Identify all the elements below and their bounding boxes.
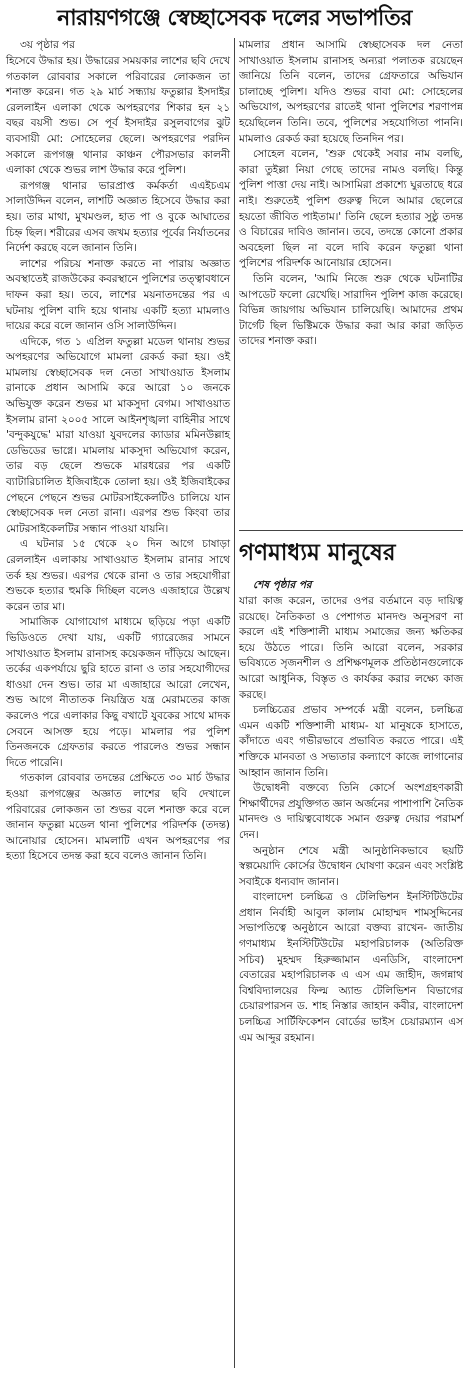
jump-from-label: ৩য় পৃষ্ঠার পর [20, 39, 75, 51]
paragraph: মামলার প্রধান আসামি স্বেচ্ছাসেবক দল নেতা সাখাওয়াত ইসলাম রানাসহ অন্যরা পলাতক রয়েছেন জানিয়ে তিনি বলেন, তাদের গ্রেফতারে অভিযান চালাচ্ছে পুলিশ। যদিও শুভর বাবা মো: সোহেলের অভিযোগ, অপহরণের রাতেই থানা পুলিশের শরণাপন্ন হয়েছিলেন তিনি। তবে, পুলিশের সহযোগিতা পাননি। মামলাও রেকর্ড করা হয়েছে তিনদিন পর। [239, 39, 463, 145]
jump-from-label: শেষ পৃষ্ঠার পর [253, 579, 312, 591]
paragraph: হিসেবে উদ্ধার হয়। উদ্ধারের সময়কার লাশের ছবি দেখে গতকাল রোববার সকালে পরিবারের লোকজন তা শনাক্ত করেন। গত ২৯ মার্চ সন্ধ্যায় ফতুল্লার ইসদাইর রেললাইন এলাকা থেকে অপহরণের শিকার হন ২১ বছর বয়সী শুভ। সে পূর্ব ইসদাইর রসুলবাগের ঝুট ব্যবসায়ী মো: সোহেলের ছেলে। অপহরণের পরদিন সকালে রূপগঞ্জ থানার কাঞ্চন পৌরসভার কালনী এলাকা থেকে শুভর লাশ উদ্ধার করে পুলিশ। [6, 55, 230, 177]
paragraph: লাশের পরিচয় শনাক্ত করতে না পারায় অজ্ঞাত অবস্থাতেই রাজউকের কবরস্থানে পুলিশের তত্ত্বাবধানে দাফন করা হয়। তবে, লাশের ময়নাতদন্তের পর এ ঘটনায় পুলিশ বাদি হয়ে থানায় একটি হত্যা মামলাও দায়ের করে বলে জানান ওসি সালাউদ্দিন। [6, 257, 230, 333]
paragraph: এ ঘটনার ১৫ থেকে ২০ দিন আগে চাষাড়া রেললাইন এলাকায় সাখাওয়াত ইসলাম রানার সাথে তর্ক হয় শুভর। এরপর থেকে রানা ও তার সহযোগীরা শুভকে হত্যার হুমকি দিচ্ছিল বলেও এজাহারে উল্লেখ করেন তার মা। [6, 538, 230, 613]
left-column [6, 38, 230, 1368]
paragraph: তিনি বলেন, 'আমি নিজে শুরু থেকে ঘটনাটির আপডেট ফলো রেখেছি। সারাদিন পুলিশ কাজ করেছে। বিভিন্ন জায়গায় অভিযান চালিয়েছি। আমাদের প্রথম টার্গেট ছিল ভিক্টিমকে উদ্ধার করা আর কারা জড়িত তাদের শনাক্ত করা। [239, 272, 463, 348]
continued-story [239, 38, 463, 525]
paragraph: সোহেল বলেন, 'শুরু থেকেই সবার নাম বলছি, কারা তুইল্লা নিয়া গেছে তাদের নামও বলছি। কিন্তু পুলিশ পাত্তা দেয় নাই। আসামিরা প্রকাশ্যে ঘুরতাছে ধরে নাই। শুরুতেই পুলিশ গুরুত্ব দিলে আমার ছেলেরে হয়তো জীবিত পাইতাম।' তিনি ছেলে হত্যার সুষ্ঠু তদন্ত ও বিচারের দাবিও জানান। তবে, তদন্তে কোনো প্রকার অবহেলা ছিল না বলে দাবি করেন ফতুল্লা থানা পুলিশের পরিদর্শক আনোয়ার হোসেন। [239, 148, 463, 270]
paragraph: বাংলাদেশ চলচ্চিত্র ও টেলিভিশন ইনস্টিটিউটের প্রধান নির্বাহী আবুল কালাম মোহাম্মদ শামসুদ্দিনের সভাপতিত্বে অনুষ্ঠানে আরো বক্তব্য রাখেন- জাতীয় গণমাধ্যম ইনস্টিটিউটের মহাপরিচালক (অতিরিক্ত সচিব) মুহম্মদ হিরুজ্জামান এনডিসি, বাংলাদেশ বেতারের মহাপরিচালক এ এস এম জাহীদ, জগন্নাথ বিশ্ববিদ্যালয়ের ফিল্ম অ্যান্ড টেলিভিশন বিভাগের চেয়ারপারসন ড. শাহ নিস্তার জাহান কবীর, বাংলাদেশ চলচ্চিত্র সার্টিফিকেশন বোর্ডের ভাইস চেয়ারম্যান এস এম আব্দুর রহমান। [239, 891, 463, 1044]
paragraph: উদ্বোধনী বক্তব্যে তিনি কোর্সে অংশগ্রহণকারী শিক্ষার্থীদের প্রযুক্তিগত জ্ঞান অর্জনের পাশাপাশি নৈতিক মানদণ্ড ও দায়িত্ববোধকে সমান গুরুত্ব দেয়ার পরামর্শ দেন। [239, 782, 463, 841]
media-story [239, 578, 463, 1046]
paragraph: চলচ্চিত্রের প্রভাব সম্পর্কে মন্ত্রী বলেন, চলচ্চিত্র এমন একটি শক্তিশালী মাধ্যম- যা মানুষকে হাসাতে, কাঁদাতে এবং গভীরভাবে প্রভাবিত করতে পারে। এই শক্তিকে মানবতা ও সভ্যতার কল্যাণে কাজে লাগানোর আহ্বান জানান তিনি। [239, 704, 463, 779]
paragraph: সামাজিক যোগাযোগ মাধ্যমে ছড়িয়ে পড়া একটি ভিডিওতে দেখা যায়, একটি গ্যারেজের সামনে সাখাওয়াত ইসলাম রানাসহ কয়েকজন দাঁড়িয়ে আছেন। তর্কের একপর্যায়ে ছুরি হাতে রানা ও তার সহযোগীদের ধাওয়া দেন শুভ। তার মা এজাহারে আরো লেখেন, শুভ আগে নীতাতক নিয়ন্ত্রিত যন্ত্র মেরামতের কাজ করলেও পরে এলাকার কিছু বখাটে যুবকের সাথে মাদক সেবনে আসক্ত হয়ে পড়ে। মামলার পর পুলিশ তিনজনকে গ্রেফতার করতে পারলেও শুভর সন্ধান দিতে পারেনি। [6, 616, 230, 769]
paragraph: এদিকে, গত ১ এপ্রিল ফতুল্লা মডেল থানায় শুভর অপহরণের অভিযোগে মামলা রেকর্ড করা হয়। ওই মামলায় স্বেচ্ছাসেবক দল নেতা সাখাওয়াত ইসলাম রানাকে প্রধান আসামি করে আরো ১০ জনকে অভিযুক্ত করেন শুভর মা মাকসুদা বেগম। সাখাওয়াত ইসলাম রানা ২০০৫ সালে আইনশৃঙ্খলা বাহিনীর সাথে 'বন্দুকযুদ্ধে' মারা যাওয়া যুবদলের ক্যাডার মমিনউল্লাহ ডেভিডের ভাগ্নে। মামলায় মাকসুদা অভিযোগ করেন, তার বড় ছেলে শুভকে মারধরের পর একটি ব্যাটারিচালিত ইজিবাইকে তোলা হয়। ওই ইজিবাইকের পেছনে পেছনে শুভর মোটরসাইকেলটিও চালিয়ে যান স্বেচ্ছাসেবক দল নেতা রানা। এরপর শুভ কিংবা তার মোটরসাইকেলটির সন্ধান পাওয়া যায়নি। [6, 335, 230, 535]
paragraph: গতকাল রোববার তদন্তের প্রেক্ষিতে ৩০ মার্চ উদ্ধার হওয়া রূপগঞ্জের অজ্ঞাত লাশের ছবি দেখালে পরিবারের লোকজন তা শুভর বলে শনাক্ত করে বলে জানান ফতুল্লা মডেল থানা পুলিশের পরিদর্শক (তদন্ত) আনোয়ার হোসেন। মামলাটি এখন অপহরণের পর হত্যা হিসেবে তদন্ত করা হবে বলেও জানান তিনি। [6, 772, 230, 863]
paragraph: রূপগঞ্জ থানার ভারপ্রাপ্ত কর্মকর্তা এএইচএম সালাউদ্দিন বলেন, লাশটি অজ্ঞাত হিসেবে উদ্ধার করা হয়। তার মাথা, মুখমণ্ডল, হাত পা ও বুকে আঘাতের চিহ্ন ছিল। শরীরের এসব জখম হত্যার পূর্বের নির্যাতনের নির্দেশ করছে বলে জানান তিনি। [6, 179, 230, 255]
column-divider [234, 38, 235, 1368]
article-columns [6, 38, 463, 1368]
page-headline: নারায়ণগঞ্জে স্বেচ্ছাসেবক দলের সভাপতির [57, 6, 412, 31]
story-separator [239, 530, 463, 531]
paragraph: অনুষ্ঠান শেষে মন্ত্রী আনুষ্ঠানিকভাবে ছয়টি স্বল্পমেয়াদি কোর্সের উদ্বোধন ঘোষণা করেন এবং সংশ্লিষ্ট সবাইকে ধন্যবাদ জানান। [239, 844, 463, 888]
story-headline: গণমাধ্যম মানুষের [239, 540, 396, 566]
paragraph: যারা কাজ করেন, তাদের ওপর বর্তমানে বড় দায়িত্ব রয়েছে। নৈতিকতা ও পেশাগত মানদণ্ড অনুসরণ না করলে এই শক্তিশালী মাধ্যম সমাজের জন্য ক্ষতিকর হয়ে উঠতে পারে। তিনি আরো বলেন, সরকার ভবিষ্যতে সৃজনশীল ও প্রশিক্ষণমূলক প্রতিষ্ঠানগুলোকে আরো আধুনিক, বিস্তৃত ও কার্যকর করার লক্ষ্যে কাজ করছে। [239, 595, 463, 701]
